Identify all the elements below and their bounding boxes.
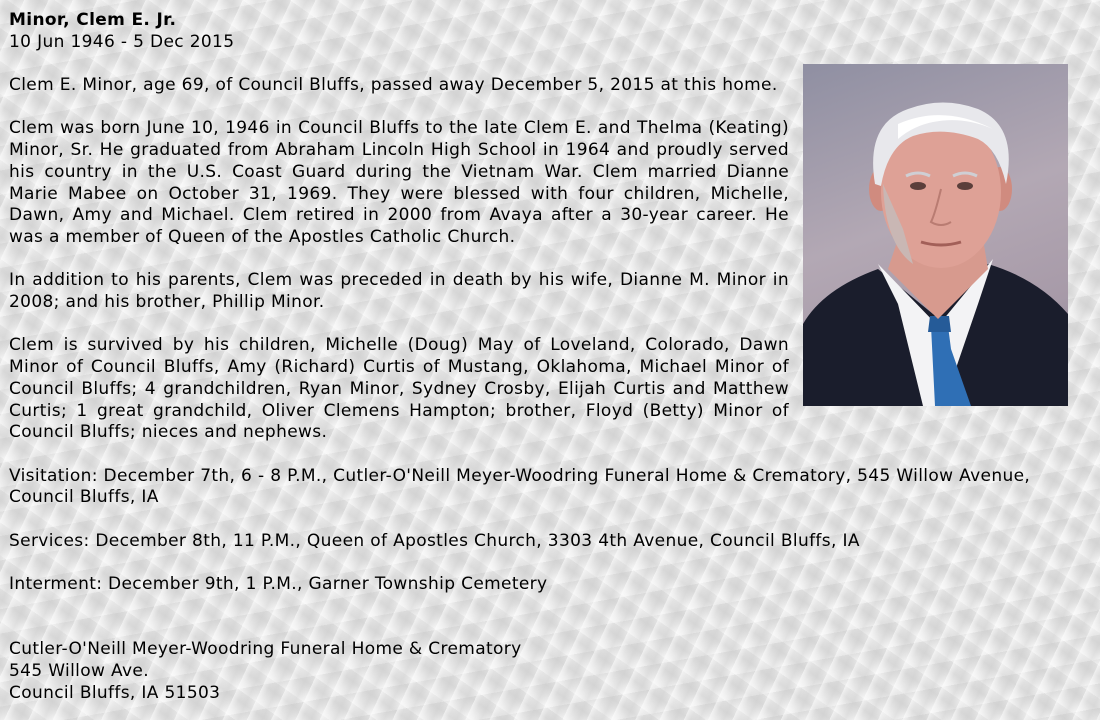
- visitation-info: Visitation: December 7th, 6 - 8 P.M., Cutler-O'Neill Meyer-Woodring Funeral Home & Crematory, 545 Willow Avenue, Council Bluffs, IA: [9, 465, 1031, 508]
- services-info: Services: December 8th, 11 P.M., Queen of Apostles Church, 3303 4th Avenue, Council Bluffs, IA: [9, 530, 860, 551]
- preceded-paragraph: In addition to his parents, Clem was preceded in death by his wife, Dianne M. Minor in 2008; and his brother, Phillip Minor.: [9, 270, 789, 313]
- funeral-home-name: Cutler-O'Neill Meyer-Woodring Funeral Home & Crematory: [9, 639, 522, 660]
- portrait-illustration: [803, 64, 1068, 406]
- funeral-home-street: 545 Willow Ave.: [9, 660, 149, 681]
- interment-info: Interment: December 9th, 1 P.M., Garner Township Cemetery: [9, 574, 548, 595]
- biography-paragraph: Clem was born June 10, 1946 in Council Bluffs to the late Clem E. and Thelma (Keating) Minor, Sr. He graduated from Abraham Lincoln High School in 1964 and proudly served his country in the U.S. Coast Guard during the Vietnam War. Clem married Dianne Marie Mabee on October 31, 1969. They were blessed with four children, Michelle, Dawn, Amy and Michael. Clem retired in 2000 from Avaya after a 30-year career. He was a member of Queen of the Apostles Catholic Church.: [9, 118, 789, 247]
- obituary-dates: 10 Jun 1946 - 5 Dec 2015: [9, 31, 235, 52]
- survivors-paragraph: Clem is survived by his children, Michelle (Doug) May of Loveland, Colorado, Dawn Minor of Council Bluffs, Amy (Richard) Curtis of Mustang, Oklahoma, Michael Minor of Council Bluffs; 4 grandchildren, Ryan Minor, Sydney Crosby, Elijah Curtis and Matthew Curtis; 1 great grandchild, Oliver Clemens Hampton; brother, Floyd (Betty) Minor of Council Bluffs; nieces and nephews.: [9, 335, 789, 443]
- intro-paragraph: Clem E. Minor, age 69, of Council Bluffs, passed away December 5, 2015 at this home.: [9, 75, 778, 96]
- obituary-name: Minor, Clem E. Jr.: [9, 10, 177, 30]
- funeral-home-city: Council Bluffs, IA 51503: [9, 682, 221, 703]
- portrait-photo: [803, 64, 1068, 406]
